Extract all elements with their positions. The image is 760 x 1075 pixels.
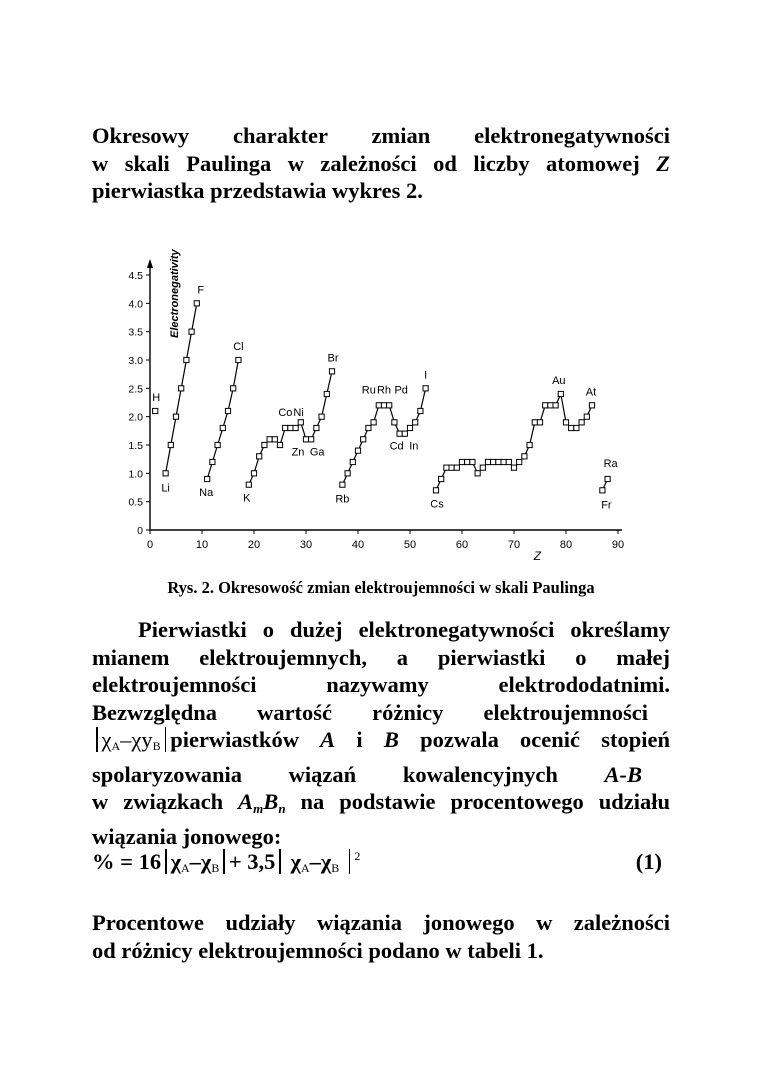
- data-point: [194, 301, 199, 306]
- p2-line-7: w związkach AmBn na podstawie procentowego udziału: [92, 789, 670, 816]
- data-point: [433, 488, 438, 493]
- x-tick-label: 40: [351, 539, 365, 551]
- data-point: [480, 465, 485, 470]
- data-point: [309, 437, 314, 442]
- element-label-Cs: Cs: [430, 498, 444, 511]
- data-point: [381, 403, 386, 408]
- data-point: [215, 442, 220, 447]
- x-tick-label: 50: [403, 539, 417, 551]
- data-point: [350, 459, 355, 464]
- data-point: [579, 420, 584, 425]
- data-point: [475, 471, 480, 476]
- data-point: [288, 425, 293, 430]
- data-point: [402, 431, 407, 436]
- data-point: [397, 431, 402, 436]
- y-tick-label: 3.5: [128, 326, 143, 339]
- x-axis-label: Z: [533, 549, 542, 563]
- p2-line-8: wiązania jonowego:: [92, 823, 282, 849]
- y-tick-label: 2.0: [128, 411, 143, 424]
- data-point: [257, 454, 262, 459]
- data-point: [168, 442, 173, 447]
- data-point: [210, 459, 215, 464]
- ionic-bond-equation: % = 16 $\chi_A-\chi_B + 3,5$ $\chi_A-\chi_B$ $^2$ (1): [92, 849, 662, 875]
- x-tick-label: 80: [559, 539, 573, 551]
- data-point: [548, 403, 553, 408]
- data-point: [413, 420, 418, 425]
- y-tick-label: 0.5: [128, 496, 143, 509]
- intro-line-2: w skali Paulinga w zależności od liczby atomowej Z: [92, 150, 670, 176]
- data-point: [267, 437, 272, 442]
- x-tick-label: 20: [247, 539, 261, 551]
- figure-caption: Rys. 2. Okresowość zmian elektroujemności w skali Paulinga: [167, 578, 595, 597]
- y-tick-label: 0: [137, 525, 143, 537]
- data-point: [563, 420, 568, 425]
- data-point: [491, 459, 496, 464]
- p2-line-3: elektroujemności nazywamy elektrododatnimi.: [92, 672, 670, 697]
- definition-paragraph: [92, 616, 670, 850]
- data-point: [543, 403, 548, 408]
- data-point: [511, 465, 516, 470]
- data-point: [262, 442, 267, 447]
- data-point: [465, 459, 470, 464]
- series-line-period6: [436, 394, 592, 490]
- data-point: [314, 425, 319, 430]
- p2-line-5: $\chi_A-\chi y_B$ pierwiastków A i B pozwala ocenić stopień: [92, 726, 670, 761]
- element-label-In: In: [409, 440, 419, 453]
- intro-line-1: Okresowy charakter zmian elektronegatywności: [92, 123, 670, 148]
- electronegativity-chart: [130, 244, 630, 564]
- data-point: [558, 391, 563, 396]
- data-point: [205, 476, 210, 481]
- p2-line-2: mianem elektroujemnych, a pierwiastki o małej: [92, 644, 670, 670]
- data-point: [220, 425, 225, 430]
- data-point: [418, 408, 423, 413]
- data-point: [605, 476, 610, 481]
- data-point: [600, 488, 605, 493]
- y-tick-label: 3.0: [128, 355, 143, 367]
- data-point: [173, 414, 178, 419]
- data-point: [527, 442, 532, 447]
- data-point: [184, 357, 189, 362]
- data-point: [444, 465, 449, 470]
- data-point: [179, 386, 184, 391]
- data-point: [449, 465, 454, 470]
- element-label-Rb: Rb: [335, 493, 350, 506]
- y-tick-label: 1.5: [128, 440, 143, 452]
- data-point: [361, 437, 366, 442]
- y-tick-label: 4.0: [128, 298, 143, 311]
- data-point: [387, 403, 392, 408]
- data-point: [272, 437, 277, 442]
- x-tick-label: 0: [146, 539, 154, 551]
- data-point: [439, 476, 444, 481]
- intro-paragraph: [92, 122, 670, 205]
- data-point: [584, 414, 589, 419]
- data-point: [303, 437, 308, 442]
- element-label-F: F: [197, 284, 205, 297]
- element-label-Fr: Fr: [601, 499, 612, 512]
- data-point: [392, 420, 397, 425]
- chart-series: [153, 301, 611, 493]
- data-point: [163, 471, 168, 476]
- element-label-Co: Co: [278, 407, 293, 419]
- data-point: [189, 329, 194, 334]
- element-label-Li: Li: [161, 482, 170, 495]
- element-label-H: H: [152, 392, 161, 404]
- x-tick-label: 70: [507, 539, 521, 551]
- y-axis-arrow: [147, 259, 153, 268]
- data-point: [589, 403, 594, 408]
- equation-number: (1): [635, 849, 662, 874]
- data-point: [283, 425, 288, 430]
- element-label-Ra: Ra: [603, 458, 618, 470]
- data-point: [569, 425, 574, 430]
- data-point: [231, 386, 236, 391]
- element-label-Ga: Ga: [309, 446, 325, 459]
- data-point: [517, 459, 522, 464]
- y-tick-label: 2.5: [128, 383, 143, 396]
- data-point: [496, 459, 501, 464]
- element-label-Ni: Ni: [293, 407, 304, 419]
- p3-line-1: Procentowe udziały wiązania jonowego w zależności: [92, 910, 670, 935]
- intro-line-3: pierwiastka przedstawia wykres 2.: [92, 178, 423, 203]
- data-point: [246, 482, 251, 487]
- data-point: [376, 403, 381, 408]
- x-tick-label: 30: [299, 539, 313, 551]
- data-point: [225, 408, 230, 413]
- data-point: [501, 459, 506, 464]
- data-point: [532, 420, 537, 425]
- p2-line-6: spolaryzowania wiązań kowalencyjnych A-B: [92, 761, 642, 787]
- data-point: [506, 459, 511, 464]
- data-point: [407, 425, 412, 430]
- data-point: [371, 420, 376, 425]
- data-point: [298, 420, 303, 425]
- element-label-K: K: [243, 492, 251, 505]
- p2-line-1: Pierwiastki o dużej elektronegatywności określamy: [138, 617, 670, 642]
- data-point: [537, 420, 542, 425]
- data-point: [470, 459, 475, 464]
- data-point: [423, 386, 428, 391]
- element-label-Br: Br: [327, 352, 339, 365]
- data-point: [340, 482, 345, 487]
- data-point: [236, 357, 241, 362]
- y-axis-label: Electronegativity: [169, 249, 181, 338]
- element-label-Rh: Rh: [376, 384, 392, 397]
- data-point: [277, 442, 282, 447]
- data-point: [251, 471, 256, 476]
- table-reference-paragraph: [92, 909, 670, 964]
- data-point: [324, 391, 329, 396]
- chart-labels: [152, 284, 618, 511]
- y-tick-label: 4.5: [128, 270, 143, 282]
- data-point: [522, 454, 527, 459]
- element-label-Na: Na: [199, 487, 214, 499]
- element-label-I: I: [424, 369, 428, 382]
- data-point: [459, 459, 464, 464]
- data-point: [329, 369, 334, 374]
- p3-line-2: od różnicy elektroujemności podano w tabeli 1.: [92, 937, 544, 963]
- p2-line-4: Bezwzględna wartość różnicy elektroujemności: [92, 699, 648, 725]
- element-label-Cd: Cd: [389, 440, 404, 453]
- y-tick-label: 1.0: [128, 468, 143, 481]
- element-label-At: At: [585, 386, 597, 399]
- element-label-Cl: Cl: [233, 341, 244, 353]
- data-point: [553, 403, 558, 408]
- data-point: [293, 425, 298, 430]
- x-tick-label: 90: [611, 539, 625, 551]
- element-label-Au: Au: [552, 375, 566, 387]
- element-label-Ru: Ru: [361, 384, 376, 397]
- data-point: [454, 465, 459, 470]
- x-tick-label: 60: [455, 539, 469, 551]
- data-point: [355, 448, 360, 453]
- data-point: [485, 459, 490, 464]
- x-tick-label: 10: [195, 539, 209, 551]
- data-point: [153, 408, 158, 413]
- data-point: [345, 471, 350, 476]
- data-point: [319, 414, 324, 419]
- element-label-Zn: Zn: [291, 446, 305, 459]
- data-point: [366, 425, 371, 430]
- element-label-Pd: Pd: [394, 384, 408, 397]
- data-point: [574, 425, 579, 430]
